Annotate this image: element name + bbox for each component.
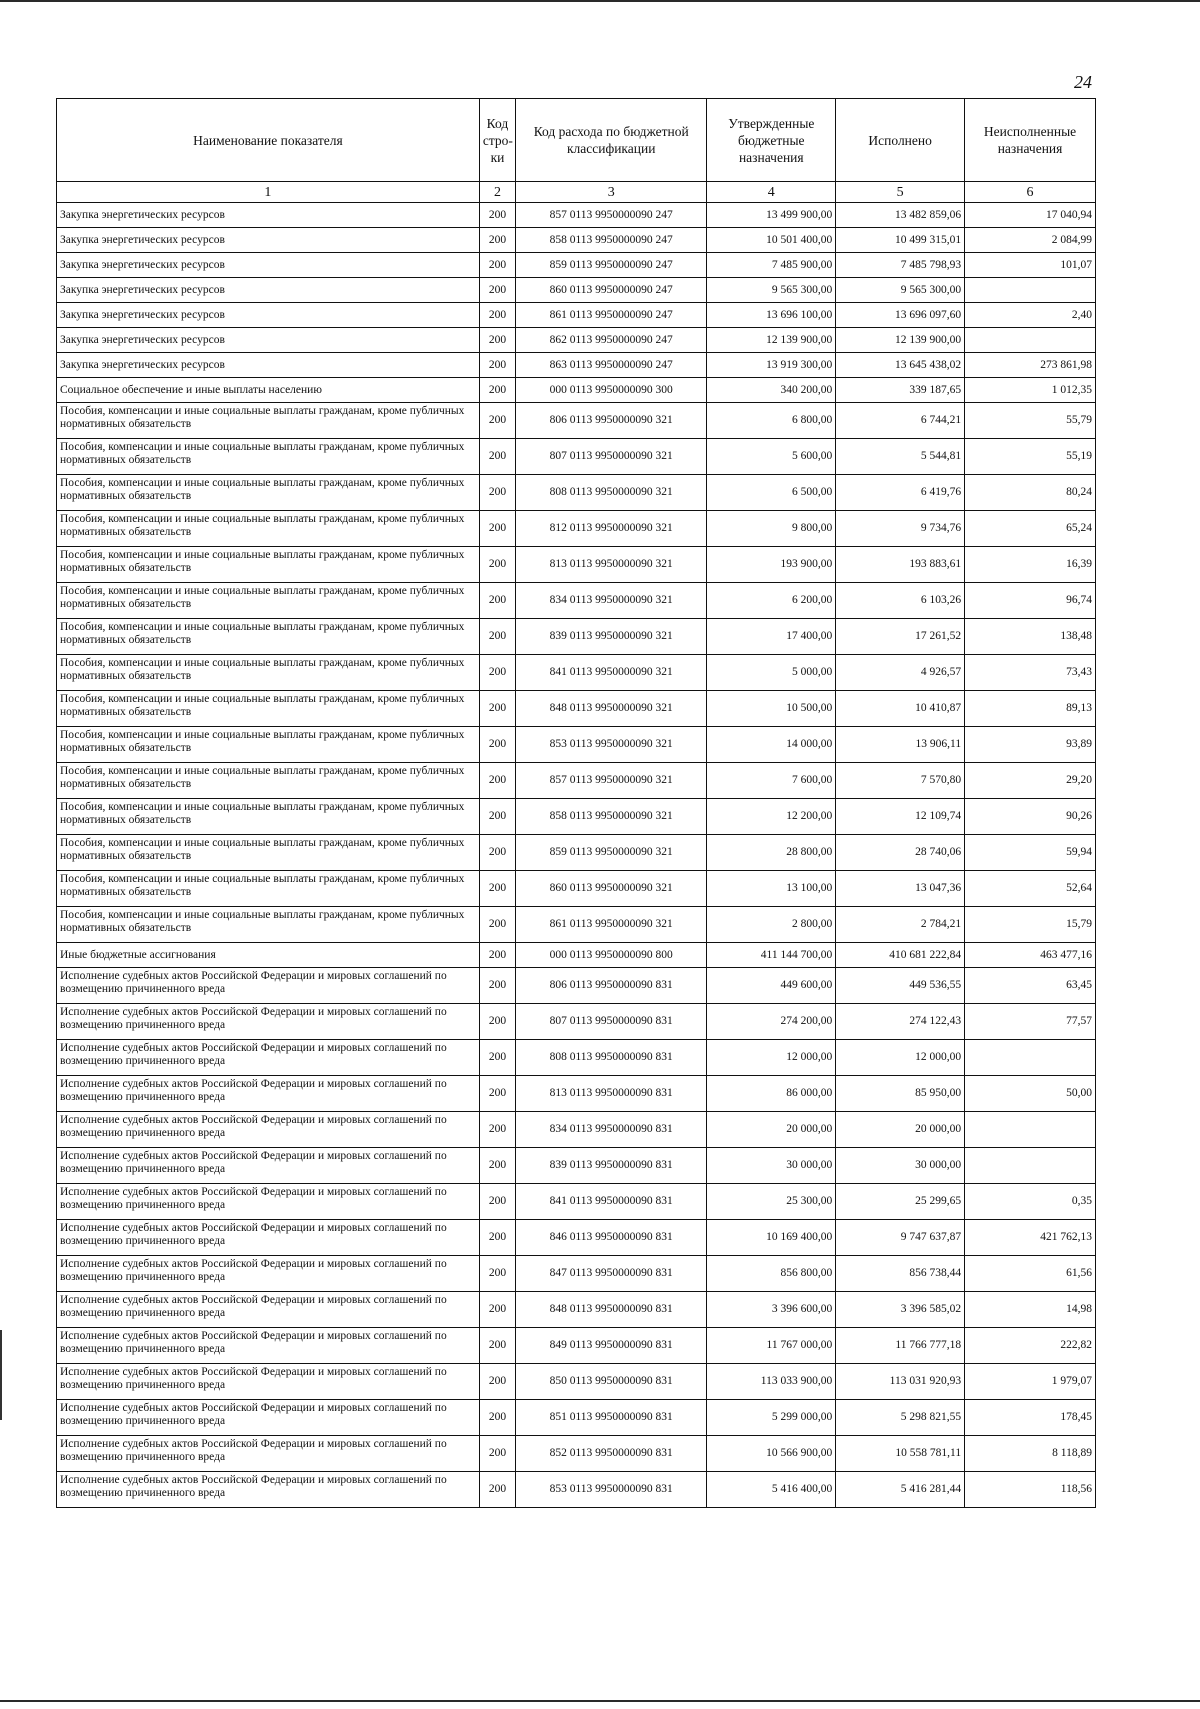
row-name: Исполнение судебных актов Российской Федерации и мировых соглашений по возмещению причиненного вреда (57, 1436, 480, 1472)
row-approved: 113 033 900,00 (707, 1364, 836, 1400)
row-approved: 12 000,00 (707, 1040, 836, 1076)
row-budget-code: 860 0113 9950000090 247 (516, 278, 707, 303)
row-budget-code: 812 0113 9950000090 321 (516, 511, 707, 547)
table-row (57, 1256, 1096, 1292)
row-approved: 449 600,00 (707, 968, 836, 1004)
row-executed: 449 536,55 (836, 968, 965, 1004)
row-name: Закупка энергетических ресурсов (57, 253, 480, 278)
row-budget-code: 846 0113 9950000090 831 (516, 1220, 707, 1256)
row-line-code: 200 (479, 511, 515, 547)
row-unexecuted: 273 861,98 (965, 353, 1096, 378)
row-unexecuted: 61,56 (965, 1256, 1096, 1292)
row-unexecuted: 96,74 (965, 583, 1096, 619)
row-budget-code: 861 0113 9950000090 247 (516, 303, 707, 328)
table-row (57, 691, 1096, 727)
budget-execution-table (56, 98, 1096, 1508)
row-budget-code: 807 0113 9950000090 831 (516, 1004, 707, 1040)
row-approved: 10 500,00 (707, 691, 836, 727)
row-name: Пособия, компенсации и иные социальные выплаты гражданам, кроме публичных нормативных обязательств (57, 403, 480, 439)
row-line-code: 200 (479, 619, 515, 655)
row-approved: 20 000,00 (707, 1112, 836, 1148)
row-budget-code: 841 0113 9950000090 831 (516, 1184, 707, 1220)
row-line-code: 200 (479, 547, 515, 583)
row-executed: 6 744,21 (836, 403, 965, 439)
row-executed: 274 122,43 (836, 1004, 965, 1040)
row-unexecuted: 101,07 (965, 253, 1096, 278)
table-row (57, 1112, 1096, 1148)
row-unexecuted: 2,40 (965, 303, 1096, 328)
row-line-code: 200 (479, 1184, 515, 1220)
row-budget-code: 857 0113 9950000090 321 (516, 763, 707, 799)
row-budget-code: 860 0113 9950000090 321 (516, 871, 707, 907)
row-line-code: 200 (479, 228, 515, 253)
row-approved: 340 200,00 (707, 378, 836, 403)
row-name: Закупка энергетических ресурсов (57, 328, 480, 353)
row-budget-code: 852 0113 9950000090 831 (516, 1436, 707, 1472)
table-row (57, 1472, 1096, 1508)
row-name: Исполнение судебных актов Российской Федерации и мировых соглашений по возмещению причиненного вреда (57, 1076, 480, 1112)
row-executed: 4 926,57 (836, 655, 965, 691)
row-unexecuted: 14,98 (965, 1292, 1096, 1328)
row-unexecuted (965, 328, 1096, 353)
row-unexecuted: 118,56 (965, 1472, 1096, 1508)
row-name: Исполнение судебных актов Российской Федерации и мировых соглашений по возмещению причиненного вреда (57, 1472, 480, 1508)
row-name: Социальное обеспечение и иные выплаты населению (57, 378, 480, 403)
row-line-code: 200 (479, 943, 515, 968)
row-unexecuted: 463 477,16 (965, 943, 1096, 968)
row-executed: 6 103,26 (836, 583, 965, 619)
row-approved: 12 139 900,00 (707, 328, 836, 353)
table-row (57, 403, 1096, 439)
row-line-code: 200 (479, 1400, 515, 1436)
row-approved: 14 000,00 (707, 727, 836, 763)
row-executed: 856 738,44 (836, 1256, 965, 1292)
table-row (57, 871, 1096, 907)
row-line-code: 200 (479, 328, 515, 353)
table-header-row (57, 99, 1096, 182)
row-line-code: 200 (479, 1328, 515, 1364)
row-approved: 86 000,00 (707, 1076, 836, 1112)
row-line-code: 200 (479, 1112, 515, 1148)
row-approved: 6 800,00 (707, 403, 836, 439)
row-line-code: 200 (479, 763, 515, 799)
row-line-code: 200 (479, 1148, 515, 1184)
row-unexecuted: 15,79 (965, 907, 1096, 943)
row-budget-code: 839 0113 9950000090 321 (516, 619, 707, 655)
row-approved: 10 566 900,00 (707, 1436, 836, 1472)
table-row (57, 1040, 1096, 1076)
row-name: Пособия, компенсации и иные социальные выплаты гражданам, кроме публичных нормативных обязательств (57, 475, 480, 511)
row-line-code: 200 (479, 1436, 515, 1472)
row-approved: 3 396 600,00 (707, 1292, 836, 1328)
row-line-code: 200 (479, 1220, 515, 1256)
table-row (57, 203, 1096, 228)
row-line-code: 200 (479, 655, 515, 691)
row-unexecuted: 29,20 (965, 763, 1096, 799)
row-name: Исполнение судебных актов Российской Федерации и мировых соглашений по возмещению причиненного вреда (57, 1148, 480, 1184)
row-line-code: 200 (479, 303, 515, 328)
row-approved: 274 200,00 (707, 1004, 836, 1040)
row-name: Пособия, компенсации и иные социальные выплаты гражданам, кроме публичных нормативных обязательств (57, 799, 480, 835)
row-approved: 5 416 400,00 (707, 1472, 836, 1508)
row-unexecuted (965, 1112, 1096, 1148)
table-row (57, 378, 1096, 403)
row-name: Иные бюджетные ассигнования (57, 943, 480, 968)
row-budget-code: 000 0113 9950000090 800 (516, 943, 707, 968)
row-executed: 5 544,81 (836, 439, 965, 475)
row-unexecuted: 1 979,07 (965, 1364, 1096, 1400)
row-unexecuted: 0,35 (965, 1184, 1096, 1220)
table-row (57, 799, 1096, 835)
row-line-code: 200 (479, 439, 515, 475)
row-executed: 28 740,06 (836, 835, 965, 871)
row-name: Исполнение судебных актов Российской Федерации и мировых соглашений по возмещению причиненного вреда (57, 1256, 480, 1292)
row-budget-code: 857 0113 9950000090 247 (516, 203, 707, 228)
row-line-code: 200 (479, 1364, 515, 1400)
table-row (57, 1364, 1096, 1400)
row-name: Исполнение судебных актов Российской Федерации и мировых соглашений по возмещению причиненного вреда (57, 1040, 480, 1076)
table-row (57, 835, 1096, 871)
row-name: Пособия, компенсации и иные социальные выплаты гражданам, кроме публичных нормативных обязательств (57, 871, 480, 907)
row-name: Пособия, компенсации и иные социальные выплаты гражданам, кроме публичных нормативных обязательств (57, 547, 480, 583)
row-line-code: 200 (479, 691, 515, 727)
row-budget-code: 858 0113 9950000090 247 (516, 228, 707, 253)
row-line-code: 200 (479, 727, 515, 763)
row-line-code: 200 (479, 378, 515, 403)
table-row (57, 1184, 1096, 1220)
row-executed: 2 784,21 (836, 907, 965, 943)
row-approved: 7 485 900,00 (707, 253, 836, 278)
table-row (57, 583, 1096, 619)
row-name: Пособия, компенсации и иные социальные выплаты гражданам, кроме публичных нормативных обязательств (57, 907, 480, 943)
row-budget-code: 808 0113 9950000090 321 (516, 475, 707, 511)
table-row (57, 727, 1096, 763)
column-number-row (57, 182, 1096, 203)
row-approved: 10 501 400,00 (707, 228, 836, 253)
table-row (57, 1004, 1096, 1040)
row-unexecuted: 17 040,94 (965, 203, 1096, 228)
row-executed: 10 558 781,11 (836, 1436, 965, 1472)
row-line-code: 200 (479, 1472, 515, 1508)
row-executed: 20 000,00 (836, 1112, 965, 1148)
row-approved: 5 299 000,00 (707, 1400, 836, 1436)
row-unexecuted: 89,13 (965, 691, 1096, 727)
table-row (57, 353, 1096, 378)
row-approved: 13 499 900,00 (707, 203, 836, 228)
row-budget-code: 851 0113 9950000090 831 (516, 1400, 707, 1436)
row-budget-code: 806 0113 9950000090 831 (516, 968, 707, 1004)
row-executed: 7 570,80 (836, 763, 965, 799)
table-row (57, 763, 1096, 799)
column-number: 1 (57, 182, 480, 203)
row-executed: 10 499 315,01 (836, 228, 965, 253)
row-executed: 10 410,87 (836, 691, 965, 727)
table-row (57, 943, 1096, 968)
row-budget-code: 813 0113 9950000090 831 (516, 1076, 707, 1112)
row-executed: 5 416 281,44 (836, 1472, 965, 1508)
column-number: 4 (707, 182, 836, 203)
row-name: Пособия, компенсации и иные социальные выплаты гражданам, кроме публичных нормативных обязательств (57, 583, 480, 619)
row-budget-code: 859 0113 9950000090 247 (516, 253, 707, 278)
row-approved: 5 000,00 (707, 655, 836, 691)
row-name: Исполнение судебных актов Российской Федерации и мировых соглашений по возмещению причиненного вреда (57, 1220, 480, 1256)
scan-edge-bottom (0, 1700, 1200, 1702)
row-executed: 9 734,76 (836, 511, 965, 547)
row-unexecuted: 63,45 (965, 968, 1096, 1004)
row-name: Исполнение судебных актов Российской Федерации и мировых соглашений по возмещению причиненного вреда (57, 1364, 480, 1400)
row-executed: 5 298 821,55 (836, 1400, 965, 1436)
row-name: Закупка энергетических ресурсов (57, 353, 480, 378)
row-approved: 411 144 700,00 (707, 943, 836, 968)
row-name: Пособия, компенсации и иные социальные выплаты гражданам, кроме публичных нормативных обязательств (57, 439, 480, 475)
table-row (57, 907, 1096, 943)
row-line-code: 200 (479, 1256, 515, 1292)
row-unexecuted: 178,45 (965, 1400, 1096, 1436)
row-line-code: 200 (479, 353, 515, 378)
row-line-code: 200 (479, 799, 515, 835)
column-number: 6 (965, 182, 1096, 203)
row-executed: 12 109,74 (836, 799, 965, 835)
row-budget-code: 853 0113 9950000090 321 (516, 727, 707, 763)
row-name: Пособия, компенсации и иные социальные выплаты гражданам, кроме публичных нормативных обязательств (57, 655, 480, 691)
header-budget-code: Код расхода по бюджетной классификации (516, 99, 707, 182)
scan-edge-left (0, 1330, 2, 1420)
row-unexecuted: 55,79 (965, 403, 1096, 439)
row-line-code: 200 (479, 871, 515, 907)
table-row (57, 1292, 1096, 1328)
header-line-code: Код стро-ки (479, 99, 515, 182)
row-unexecuted: 65,24 (965, 511, 1096, 547)
row-executed: 6 419,76 (836, 475, 965, 511)
row-approved: 6 200,00 (707, 583, 836, 619)
table-row (57, 655, 1096, 691)
row-line-code: 200 (479, 907, 515, 943)
row-approved: 30 000,00 (707, 1148, 836, 1184)
table-row (57, 278, 1096, 303)
row-executed: 339 187,65 (836, 378, 965, 403)
row-line-code: 200 (479, 475, 515, 511)
row-name: Исполнение судебных актов Российской Федерации и мировых соглашений по возмещению причиненного вреда (57, 1184, 480, 1220)
row-approved: 17 400,00 (707, 619, 836, 655)
column-number: 2 (479, 182, 515, 203)
row-unexecuted (965, 1148, 1096, 1184)
row-line-code: 200 (479, 203, 515, 228)
row-executed: 13 047,36 (836, 871, 965, 907)
page-number: 24 (1074, 72, 1092, 92)
row-executed: 13 645 438,02 (836, 353, 965, 378)
row-name: Пособия, компенсации и иные социальные выплаты гражданам, кроме публичных нормативных обязательств (57, 511, 480, 547)
row-executed: 11 766 777,18 (836, 1328, 965, 1364)
row-budget-code: 834 0113 9950000090 321 (516, 583, 707, 619)
row-approved: 193 900,00 (707, 547, 836, 583)
row-budget-code: 813 0113 9950000090 321 (516, 547, 707, 583)
row-executed: 193 883,61 (836, 547, 965, 583)
row-name: Пособия, компенсации и иные социальные выплаты гражданам, кроме публичных нормативных обязательств (57, 619, 480, 655)
row-approved: 856 800,00 (707, 1256, 836, 1292)
row-approved: 28 800,00 (707, 835, 836, 871)
row-unexecuted: 90,26 (965, 799, 1096, 835)
row-budget-code: 859 0113 9950000090 321 (516, 835, 707, 871)
row-name: Закупка энергетических ресурсов (57, 203, 480, 228)
row-approved: 10 169 400,00 (707, 1220, 836, 1256)
row-unexecuted: 93,89 (965, 727, 1096, 763)
table-row (57, 228, 1096, 253)
row-name: Пособия, компенсации и иные социальные выплаты гражданам, кроме публичных нормативных обязательств (57, 727, 480, 763)
table-row (57, 1400, 1096, 1436)
row-name: Закупка энергетических ресурсов (57, 228, 480, 253)
row-executed: 9 565 300,00 (836, 278, 965, 303)
row-executed: 12 000,00 (836, 1040, 965, 1076)
row-name: Исполнение судебных актов Российской Федерации и мировых соглашений по возмещению причиненного вреда (57, 968, 480, 1004)
row-unexecuted: 222,82 (965, 1328, 1096, 1364)
header-approved: Утвержденные бюджетные назначения (707, 99, 836, 182)
row-approved: 25 300,00 (707, 1184, 836, 1220)
row-approved: 9 800,00 (707, 511, 836, 547)
column-number: 5 (836, 182, 965, 203)
table-row (57, 475, 1096, 511)
row-budget-code: 849 0113 9950000090 831 (516, 1328, 707, 1364)
row-unexecuted: 1 012,35 (965, 378, 1096, 403)
row-line-code: 200 (479, 968, 515, 1004)
row-budget-code: 808 0113 9950000090 831 (516, 1040, 707, 1076)
row-budget-code: 858 0113 9950000090 321 (516, 799, 707, 835)
row-approved: 2 800,00 (707, 907, 836, 943)
row-approved: 6 500,00 (707, 475, 836, 511)
table-row (57, 253, 1096, 278)
row-name: Пособия, компенсации и иные социальные выплаты гражданам, кроме публичных нормативных обязательств (57, 763, 480, 799)
row-unexecuted: 59,94 (965, 835, 1096, 871)
row-budget-code: 850 0113 9950000090 831 (516, 1364, 707, 1400)
row-approved: 11 767 000,00 (707, 1328, 836, 1364)
row-approved: 7 600,00 (707, 763, 836, 799)
row-name: Пособия, компенсации и иные социальные выплаты гражданам, кроме публичных нормативных обязательств (57, 835, 480, 871)
row-unexecuted: 16,39 (965, 547, 1096, 583)
row-unexecuted: 77,57 (965, 1004, 1096, 1040)
row-unexecuted: 73,43 (965, 655, 1096, 691)
row-executed: 17 261,52 (836, 619, 965, 655)
row-line-code: 200 (479, 253, 515, 278)
row-line-code: 200 (479, 1076, 515, 1112)
row-approved: 12 200,00 (707, 799, 836, 835)
table-row (57, 968, 1096, 1004)
table-row (57, 1076, 1096, 1112)
row-budget-code: 862 0113 9950000090 247 (516, 328, 707, 353)
row-unexecuted: 52,64 (965, 871, 1096, 907)
row-budget-code: 863 0113 9950000090 247 (516, 353, 707, 378)
row-unexecuted (965, 1040, 1096, 1076)
table-row (57, 619, 1096, 655)
row-executed: 13 482 859,06 (836, 203, 965, 228)
row-name: Исполнение судебных актов Российской Федерации и мировых соглашений по возмещению причиненного вреда (57, 1112, 480, 1148)
row-approved: 13 696 100,00 (707, 303, 836, 328)
row-line-code: 200 (479, 835, 515, 871)
row-line-code: 200 (479, 583, 515, 619)
row-executed: 7 485 798,93 (836, 253, 965, 278)
row-unexecuted: 2 084,99 (965, 228, 1096, 253)
row-line-code: 200 (479, 278, 515, 303)
row-budget-code: 861 0113 9950000090 321 (516, 907, 707, 943)
row-unexecuted: 55,19 (965, 439, 1096, 475)
table-row (57, 1328, 1096, 1364)
header-unexecuted: Неисполненные назначения (965, 99, 1096, 182)
scan-edge-top (0, 0, 1200, 2)
row-executed: 25 299,65 (836, 1184, 965, 1220)
row-executed: 410 681 222,84 (836, 943, 965, 968)
table-row (57, 1148, 1096, 1184)
table-row (57, 328, 1096, 353)
row-budget-code: 834 0113 9950000090 831 (516, 1112, 707, 1148)
row-budget-code: 848 0113 9950000090 831 (516, 1292, 707, 1328)
row-executed: 13 906,11 (836, 727, 965, 763)
row-unexecuted (965, 278, 1096, 303)
row-unexecuted: 421 762,13 (965, 1220, 1096, 1256)
row-budget-code: 807 0113 9950000090 321 (516, 439, 707, 475)
row-executed: 113 031 920,93 (836, 1364, 965, 1400)
row-name: Закупка энергетических ресурсов (57, 303, 480, 328)
row-budget-code: 839 0113 9950000090 831 (516, 1148, 707, 1184)
header-executed: Исполнено (836, 99, 965, 182)
row-line-code: 200 (479, 403, 515, 439)
row-name: Исполнение судебных актов Российской Федерации и мировых соглашений по возмещению причиненного вреда (57, 1292, 480, 1328)
row-approved: 9 565 300,00 (707, 278, 836, 303)
row-budget-code: 806 0113 9950000090 321 (516, 403, 707, 439)
row-name: Пособия, компенсации и иные социальные выплаты гражданам, кроме публичных нормативных обязательств (57, 691, 480, 727)
table-row (57, 511, 1096, 547)
row-unexecuted: 8 118,89 (965, 1436, 1096, 1472)
table-body (57, 203, 1096, 1508)
row-name: Исполнение судебных актов Российской Федерации и мировых соглашений по возмещению причиненного вреда (57, 1004, 480, 1040)
row-name: Исполнение судебных актов Российской Федерации и мировых соглашений по возмещению причиненного вреда (57, 1400, 480, 1436)
row-executed: 3 396 585,02 (836, 1292, 965, 1328)
row-budget-code: 841 0113 9950000090 321 (516, 655, 707, 691)
row-line-code: 200 (479, 1004, 515, 1040)
row-executed: 13 696 097,60 (836, 303, 965, 328)
row-unexecuted: 138,48 (965, 619, 1096, 655)
row-approved: 13 100,00 (707, 871, 836, 907)
row-unexecuted: 50,00 (965, 1076, 1096, 1112)
table-row (57, 1220, 1096, 1256)
row-budget-code: 000 0113 9950000090 300 (516, 378, 707, 403)
row-budget-code: 847 0113 9950000090 831 (516, 1256, 707, 1292)
row-approved: 13 919 300,00 (707, 353, 836, 378)
table-row (57, 303, 1096, 328)
row-line-code: 200 (479, 1040, 515, 1076)
row-approved: 5 600,00 (707, 439, 836, 475)
row-line-code: 200 (479, 1292, 515, 1328)
table-row (57, 547, 1096, 583)
row-executed: 9 747 637,87 (836, 1220, 965, 1256)
row-executed: 30 000,00 (836, 1148, 965, 1184)
row-budget-code: 848 0113 9950000090 321 (516, 691, 707, 727)
column-number: 3 (516, 182, 707, 203)
table-row (57, 439, 1096, 475)
table-row (57, 1436, 1096, 1472)
row-executed: 12 139 900,00 (836, 328, 965, 353)
row-name: Исполнение судебных актов Российской Федерации и мировых соглашений по возмещению причиненного вреда (57, 1328, 480, 1364)
row-executed: 85 950,00 (836, 1076, 965, 1112)
row-unexecuted: 80,24 (965, 475, 1096, 511)
row-name: Закупка энергетических ресурсов (57, 278, 480, 303)
row-budget-code: 853 0113 9950000090 831 (516, 1472, 707, 1508)
header-name: Наименование показателя (57, 99, 480, 182)
